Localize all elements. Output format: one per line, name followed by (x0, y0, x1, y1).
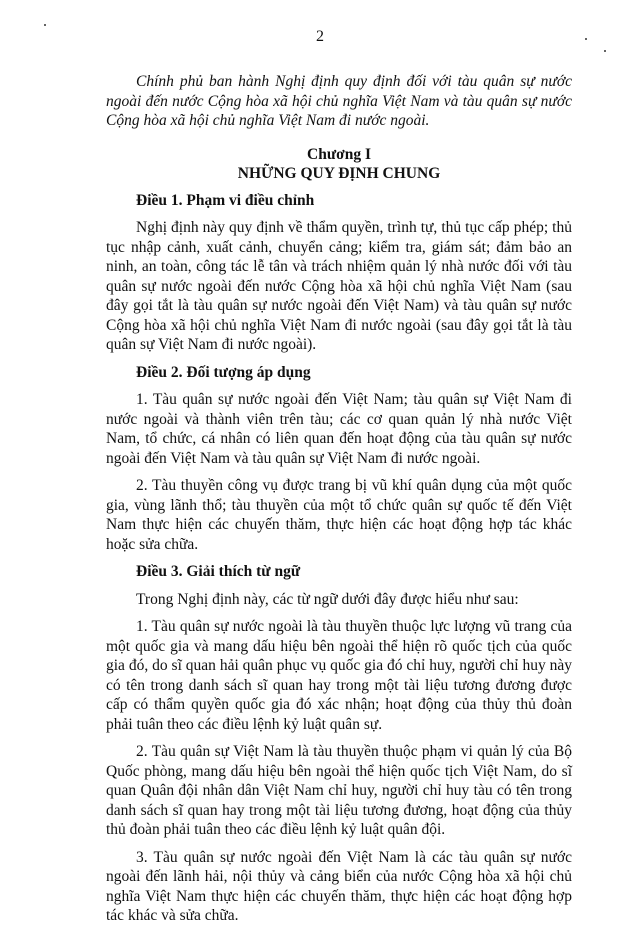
article-3-clause-1: 1. Tàu quân sự nước ngoài là tàu thuyền thuộc lực lượng vũ trang của một quốc gia và mang dấu hiệu bên ngoài thể hiện rõ quốc tịch của quốc gia đó, do sĩ quan hải quân phục vụ quốc gia đó chỉ huy, người chỉ huy này có tên trong danh sách sĩ quan hay trong một tài liệu tương đương được cấp có thẩm quyền quốc gia đó xác nhận; hoạt động của thủy thủ đoàn phải tuân theo các điều lệnh kỷ luật quân sự. (106, 618, 572, 733)
article-3-clause-2: 2. Tàu quân sự Việt Nam là tàu thuyền thuộc phạm vi quản lý của Bộ Quốc phòng, mang dấu hiệu bên ngoài thể hiện quốc tịch Việt Nam, do sĩ quan Quân đội nhân dân Việt Nam chỉ huy, người chỉ huy tàu có tên trong danh sách sĩ quan hay trong một tài liệu tương đương, hoạt động của thủy thủ đoàn phải tuân theo các điều lệnh kỷ luật quân đội. (106, 743, 572, 838)
article-3-intro: Trong Nghị định này, các từ ngữ dưới đây được hiểu như sau: (136, 590, 519, 608)
chapter-title: NHỮNG QUY ĐỊNH CHUNG (237, 164, 441, 182)
chapter-number: Chương I (307, 145, 371, 163)
scan-speck (44, 24, 46, 26)
article-2-clause-2: 2. Tàu thuyền công vụ được trang bị vũ khí quân dụng của một quốc gia, vùng lãnh thổ; tàu thuyền của một tổ chức quân sự quốc tế đến Việt Nam thực hiện các chuyến thăm, thực hiện các hoạt động hợp tác khác hoặc sửa chữa. (106, 477, 572, 553)
article-2-clause-1: 1. Tàu quân sự nước ngoài đến Việt Nam; tàu quân sự Việt Nam đi nước ngoài và thành viên trên tàu; các cơ quan quản lý nhà nước Việt Nam, tổ chức, cá nhân có liên quan đến hoạt động của tàu quân sự nước ngoài đến Việt Nam và tàu quân sự Việt Nam đi nước ngoài. (106, 391, 572, 467)
scan-speck (604, 50, 606, 52)
page-number: 2 (316, 28, 324, 45)
article-3-heading: Điều 3. Giải thích từ ngữ (136, 563, 301, 580)
document-body (106, 72, 572, 934)
intro-paragraph: Chính phủ ban hành Nghị định quy định đối với tàu quân sự nước ngoài đến nước Cộng hòa xã hội chủ nghĩa Việt Nam và tàu quân sự nước Cộng hòa xã hội chủ nghĩa Việt Nam đi nước ngoài. (106, 73, 572, 129)
article-1-paragraph: Nghị định này quy định về thẩm quyền, trình tự, thủ tục cấp phép; thủ tục nhập cảnh, xuất cảnh, chuyển cảng; kiểm tra, giám sát; đảm bảo an ninh, an toàn, công tác lễ tân và trách nhiệm quản lý nhà nước đối với tàu quân sự nước ngoài đến nước Cộng hòa xã hội chủ nghĩa Việt Nam (sau đây gọi tắt là tàu quân sự nước ngoài đến Việt Nam) và tàu quân sự nước Cộng hòa xã hội chủ nghĩa Việt Nam đi nước ngoài (sau đây gọi tắt là tàu quân sự Việt Nam đi nước ngoài). (106, 219, 572, 353)
article-3-clause-3: 3. Tàu quân sự nước ngoài đến Việt Nam là các tàu quân sự nước ngoài đến lãnh hải, nội thủy và cảng biển của nước Cộng hòa xã hội chủ nghĩa Việt Nam thực hiện các chuyến thăm, thực hiện các hoạt động hợp tác khác và sửa chữa. (106, 848, 572, 924)
scan-speck (585, 38, 587, 40)
article-2-heading: Điều 2. Đối tượng áp dụng (136, 363, 311, 381)
article-1-heading: Điều 1. Phạm vi điều chỉnh (136, 191, 315, 209)
